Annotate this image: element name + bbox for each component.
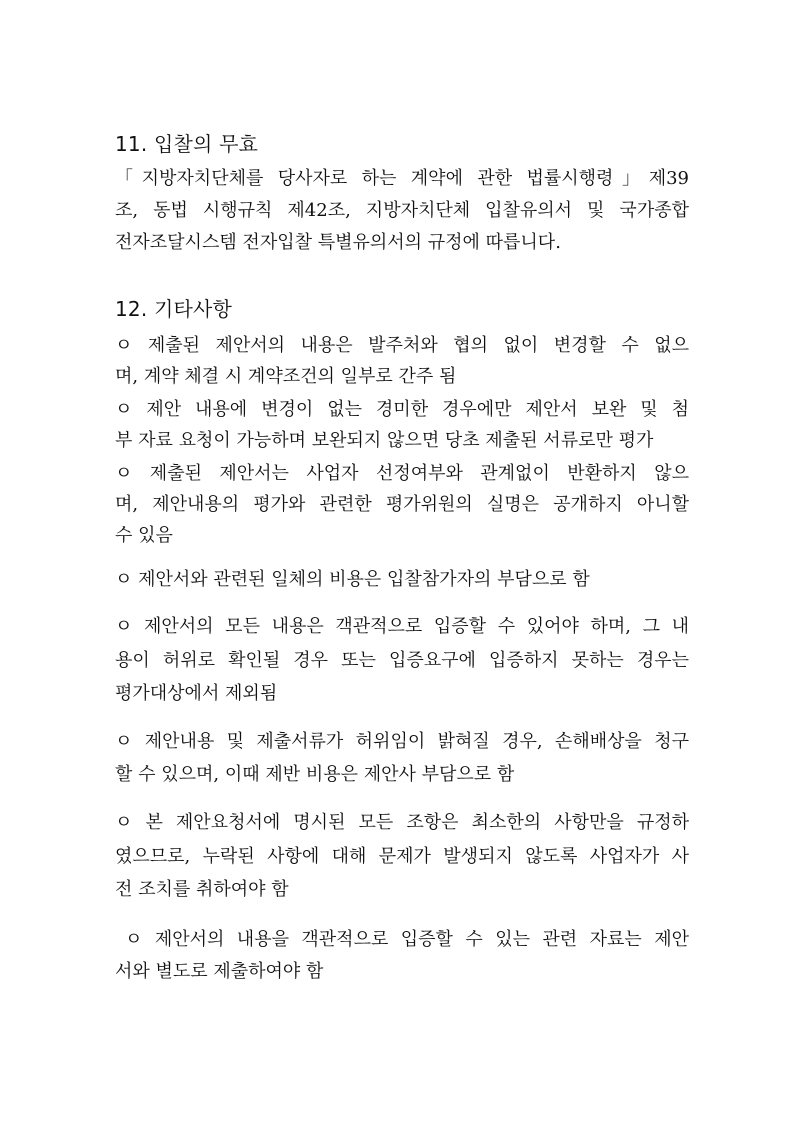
list-item-line: ㅇ 제안서의 내용을 객관적으로 입증할 수 있는 관련 자료는 제안 <box>125 929 689 950</box>
list-item-line: 할 수 있으며, 이때 제반 비용은 제안사 부담으로 함 <box>115 764 515 785</box>
section-11-heading: 11. 입찰의 무효 <box>115 132 259 156</box>
list-item-line: 부 자료 요청이 가능하며 보완되지 않으면 당초 제출된 서류로만 평가 <box>115 430 654 451</box>
list-item-line: ㅇ 제출된 제안서는 사업자 선정여부와 관계없이 반환하지 않으 <box>115 463 689 484</box>
list-item-line: 며, 제안내용의 평가와 관련한 평가위원의 실명은 공개하지 아니할 <box>115 494 689 515</box>
list-item-line: ㅇ 제안서의 모든 내용은 객관적으로 입증할 수 있어야 하며, 그 내 <box>115 616 689 637</box>
list-item-line: 평가대상에서 제외됨 <box>115 683 278 704</box>
list-item-line: ㅇ 본 제안요청서에 명시된 모든 조항은 최소한의 사항만을 규정하 <box>115 812 689 833</box>
section-11-line: 조, 동법 시행규칙 제42조, 지방자치단체 입찰유의서 및 국가종합 <box>115 200 689 221</box>
list-item-line: 용이 허위로 확인될 경우 또는 입증요구에 입증하지 못하는 경우는 <box>115 650 689 671</box>
list-item-line: 서와 별도로 제출하여야 함 <box>115 961 324 982</box>
list-item-line: ㅇ 제안서와 관련된 일체의 비용은 입찰참가자의 부담으로 함 <box>115 569 590 590</box>
list-item-line: ㅇ 제안내용 및 제출서류가 허위임이 밝혀질 경우, 손해배상을 청구 <box>115 731 689 752</box>
list-item-line: ㅇ 제출된 제안서의 내용은 발주처와 협의 없이 변경할 수 없으 <box>115 335 689 356</box>
list-item-line: 며, 계약 체결 시 계약조건의 일부로 간주 됨 <box>115 366 457 387</box>
list-item-line: 였으므로, 누락된 사항에 대해 문제가 발생되지 않도록 사업자가 사 <box>115 846 689 867</box>
list-item-line: 전 조치를 취하여야 함 <box>115 879 289 900</box>
section-12-heading: 12. 기타사항 <box>115 297 233 321</box>
list-item-line: ㅇ 제안 내용에 변경이 없는 경미한 경우에만 제안서 보완 및 첨 <box>115 399 689 420</box>
section-11-line: 전자조달시스템 전자입찰 특별유의서의 규정에 따릅니다. <box>115 232 561 253</box>
list-item-line: 수 있음 <box>115 525 173 546</box>
section-11-line: 「지방자치단체를 당사자로 하는 계약에 관한 법률시행령」제39 <box>115 168 689 189</box>
